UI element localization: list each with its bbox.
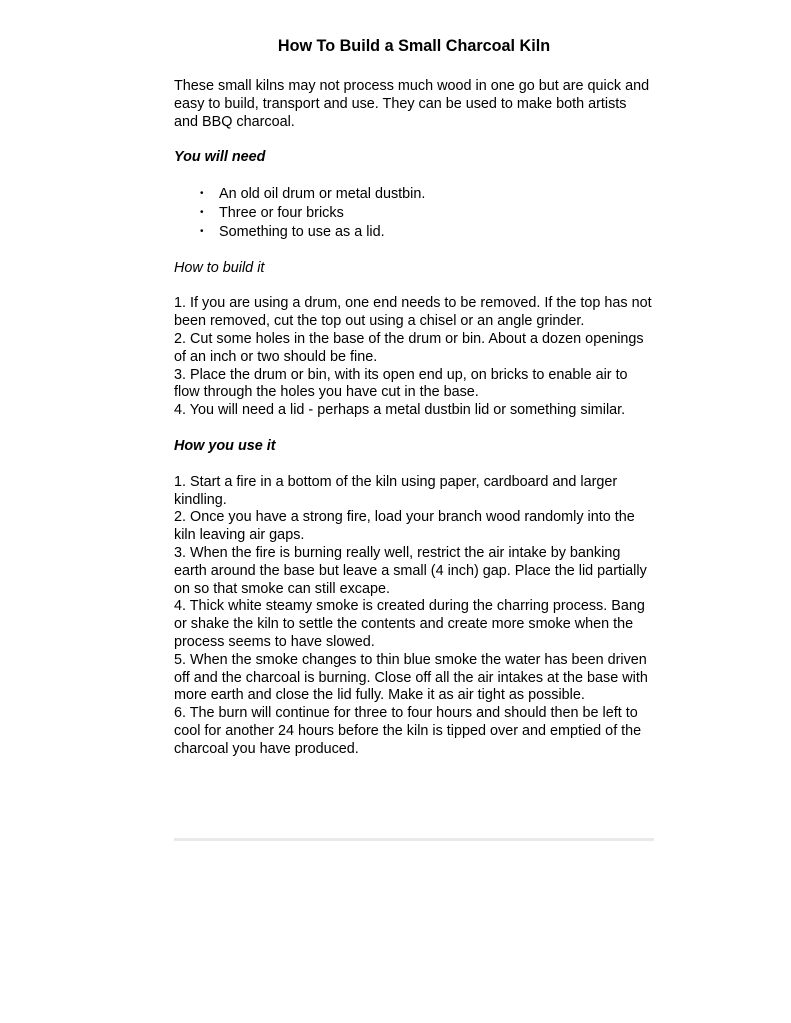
you-will-need-heading: You will need: [174, 149, 266, 166]
use-step: 4. Thick white steamy smoke is created during the charring process. Bang or shake the kiln to settle the contents and create more smoke when the process seems to have slowed.: [174, 598, 645, 650]
build-step: 1. If you are using a drum, one end needs to be removed. If the top has not been removed, cut the top out using a chisel or an angle grinder.: [174, 295, 652, 330]
page-title: How To Build a Small Charcoal Kiln: [277, 37, 551, 55]
needs-list: [174, 185, 654, 241]
use-step: 6. The burn will continue for three to four hours and should then be left to cool for another 24 hours before the kiln is tipped over and emptied of the charcoal you have produced.: [174, 705, 642, 757]
how-to-build-heading: How to build it: [174, 259, 265, 276]
list-item-text: Something to use as a lid.: [219, 223, 385, 240]
build-step: 3. Place the drum or bin, with its open end up, on bricks to enable air to flow through the holes you have cut in the base.: [174, 366, 628, 401]
list-item: [200, 204, 654, 223]
use-steps: [174, 474, 654, 759]
bullet-icon: •: [200, 225, 204, 237]
how-you-use-heading: How you use it: [174, 437, 276, 454]
document-content: [174, 36, 654, 777]
use-step: 1. Start a fire in a bottom of the kiln using paper, cardboard and larger kindling.: [174, 473, 618, 508]
use-step: 2. Once you have a strong fire, load your branch wood randomly into the kiln leaving air gaps.: [174, 509, 635, 544]
intro-paragraph: These small kilns may not process much wood in one go but are quick and easy to build, transport and use. They can be used to make both artists and BBQ charcoal.: [174, 78, 650, 130]
list-item-text: An old oil drum or metal dustbin.: [219, 186, 426, 203]
list-item: [200, 185, 654, 204]
list-item-text: Three or four bricks: [219, 204, 344, 221]
build-steps: [174, 295, 654, 420]
list-item: [200, 223, 654, 242]
use-step: 3. When the fire is burning really well, restrict the air intake by banking earth around the base but leave a small (4 inch) gap. Place the lid partially on so that smoke can still excape.: [174, 544, 647, 597]
build-step: 4. You will need a lid - perhaps a metal dustbin lid or something similar.: [174, 402, 626, 419]
build-step: 2. Cut some holes in the base of the drum or bin. About a dozen openings of an inch or two should be fine.: [174, 330, 644, 365]
horizontal-divider: [174, 838, 654, 841]
bullet-icon: •: [200, 188, 204, 200]
bullet-icon: •: [200, 206, 204, 218]
use-step: 5. When the smoke changes to thin blue smoke the water has been driven off and the charcoal is burning. Close off all the air intakes at the base with more earth and close the lid fully. Make it as air tight as possible.: [174, 651, 648, 704]
